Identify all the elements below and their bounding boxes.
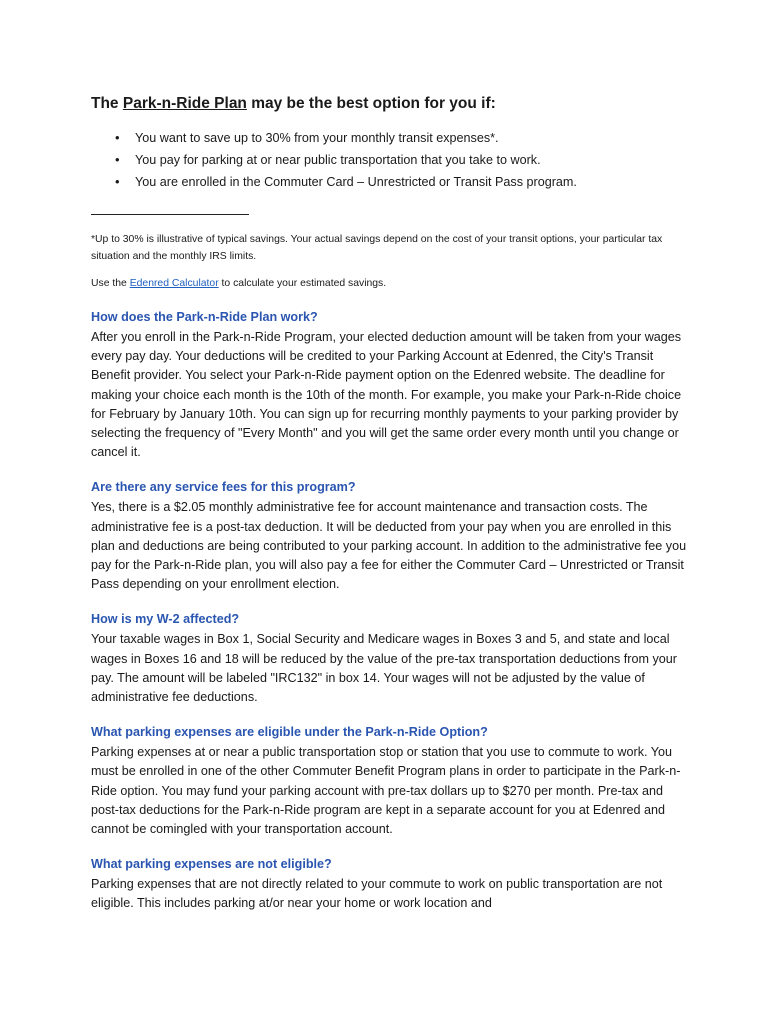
title-suffix: may be the best option for you if: — [246, 95, 496, 112]
bullet-item: • You want to save up to 30% from your monthly transit expenses*. — [135, 127, 691, 149]
footnote-text: *Up to 30% is illustrative of typical savings. Your actual savings depend on the cost of your transit options, your particular tax situation and the monthly IRS limits. — [91, 234, 663, 262]
bullet-item: • You are enrolled in the Commuter Card – Unrestricted or Transit Pass program. — [135, 171, 691, 193]
edenred-calculator-link[interactable]: Edenred Calculator — [129, 278, 219, 289]
section-heading-how-it-works: How does the Park-n-Ride Plan work? — [91, 310, 318, 324]
footnote-divider — [91, 214, 249, 215]
section-body-service-fees: Yes, there is a $2.05 monthly administrative fee for account maintenance and transaction costs. The administrative fee is a post-tax deduction. It will be deducted from your pay when you are enrolled in this plan and deductions are being contributed to your parking account. In addition to the administrative fee you pay for the Park-n-Ride plan, you will also pay a fee for either the Commuter Card – Unrestricted or Transit Pass depending on your enrollment election. — [91, 500, 687, 592]
title-plan-name: Park-n-Ride Plan — [122, 95, 247, 112]
calculator-line — [91, 275, 691, 292]
page-title — [91, 95, 691, 113]
section-heading-eligible-expenses: What parking expenses are eligible under the Park-n-Ride Option? — [91, 725, 488, 740]
benefit-bullet-list — [91, 127, 691, 193]
section-heading-not-eligible: What parking expenses are not eligible? — [91, 857, 332, 872]
title-prefix: The — [91, 95, 123, 112]
calculator-suffix: to calculate your estimated savings. — [218, 278, 387, 289]
calculator-prefix: Use the — [91, 278, 130, 289]
section-heading-service-fees: Are there any service fees for this program? — [91, 480, 356, 495]
document-content — [91, 95, 691, 914]
bullet-item: • You pay for parking at or near public transportation that you take to work. — [135, 149, 691, 171]
section-heading-w2: How is my W-2 affected? — [91, 612, 240, 627]
section-body-not-eligible: Parking expenses that are not directly related to your commute to work on public transportation are not eligible. This includes parking at/or near your home or work location and — [91, 877, 663, 911]
section-body-w2: Your taxable wages in Box 1, Social Security and Medicare wages in Boxes 3 and 5, and state and local wages in Boxes 16 and 18 will be reduced by the value of the pre-tax transportation deductions from your pay. The amount will be labeled "IRC132" in box 14. Your wages will not be adjusted by the value of administrative fee deductions. — [91, 632, 677, 705]
section-body-eligible-expenses: Parking expenses at or near a public transportation stop or station that you use to commute to work. You must be enrolled in one of the other Commuter Benefit Program plans in order to participate in the Park-n-Ride option. You may fund your parking account with pre-tax dollars up to $270 per month. Pre-tax and post-tax deductions for the Park-n-Ride program are kept in a separate account for you at Edenred and cannot be comingled with your transportation account. — [91, 745, 681, 837]
section-body-how-it-works: After you enroll in the Park-n-Ride Program, your elected deduction amount will be taken from your wages every pay day. Your deductions will be credited to your Parking Account at Edenred, the City's Transit Benefit provider. You select your Park-n-Ride payment option on the Edenred website. The deadline for making your choice each month is the 10th of the month. For example, you make your Park-n-Ride choice for February by January 10th. You can sign up for recurring monthly payments to your parking provider by selecting the frequency of "Every Month" and you will get the same order every month until you change or cancel it. — [91, 330, 682, 460]
